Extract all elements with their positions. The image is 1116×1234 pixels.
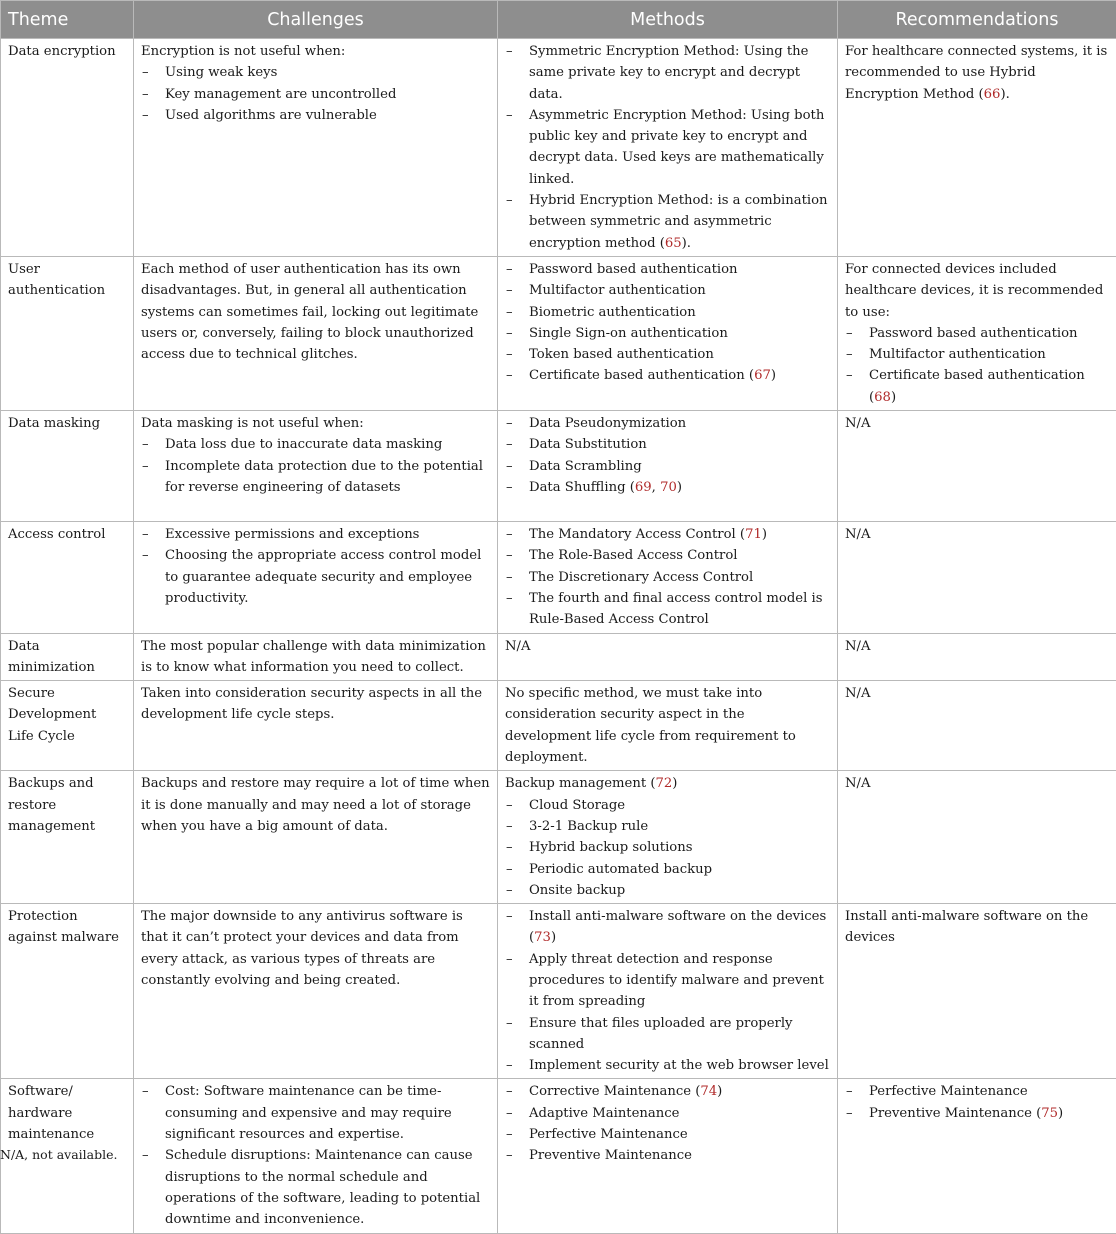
theme-cell: User authentication (1, 256, 134, 410)
table-row (1, 681, 1116, 771)
theme-cell: Data masking (1, 411, 134, 522)
bullet-list (505, 906, 830, 1076)
list-item: – Token based authentication (505, 344, 830, 365)
list-item: – Hybrid backup solutions (505, 837, 830, 858)
cell-intro: N/A (845, 636, 1109, 657)
dash-bullet: – (506, 280, 513, 301)
list-item: – Using weak keys (141, 62, 490, 83)
challenges-cell (134, 633, 498, 681)
list-item: – Symmetric Encryption Method: Using the same private key to encrypt and decrypt data. (505, 41, 830, 105)
table-row (1, 39, 1116, 257)
dash-bullet: – (142, 84, 149, 105)
dash-bullet: – (506, 434, 513, 455)
dash-bullet: – (506, 949, 513, 970)
theme-cell: Software/ hardware maintenance (1, 1079, 134, 1233)
recommendations-cell (838, 39, 1116, 257)
cell-intro: N/A (845, 683, 1109, 704)
recommendations-cell (838, 633, 1116, 681)
dash-bullet: – (506, 545, 513, 566)
bullet-list (141, 62, 490, 126)
dash-bullet: – (506, 859, 513, 880)
dash-bullet: – (506, 344, 513, 365)
bullet-list (141, 524, 490, 609)
dash-bullet: – (506, 41, 513, 62)
dash-bullet: – (506, 567, 513, 588)
dash-bullet: – (506, 880, 513, 901)
list-item: – Hybrid Encryption Method: is a combination between symmetric and asymmetric encryption method (65). (505, 190, 830, 254)
list-item: – Choosing the appropriate access control model to guarantee adequate security and employee productivity. (141, 545, 490, 609)
list-item: – Multifactor authentication (505, 280, 830, 301)
table-body (1, 39, 1116, 1234)
dash-bullet: – (506, 413, 513, 434)
recommendations-cell (838, 411, 1116, 522)
list-item: – Password based authentication (845, 323, 1109, 344)
cell-intro: The most popular challenge with data minimization is to know what information you need to collect. (141, 636, 490, 679)
theme-cell: Protection against malware (1, 904, 134, 1079)
list-item: – Data Substitution (505, 434, 830, 455)
header-theme: Theme (1, 1, 134, 39)
cell-intro: Taken into consideration security aspects in all the development life cycle steps. (141, 683, 490, 726)
list-item: – Data Pseudonymization (505, 413, 830, 434)
list-item: – Password based authentication (505, 259, 830, 280)
list-item: – The fourth and final access control model is Rule-Based Access Control (505, 588, 830, 631)
theme-cell: Data minimization (1, 633, 134, 681)
list-item: – Preventive Maintenance (505, 1145, 830, 1166)
dash-bullet: – (506, 323, 513, 344)
citation-link[interactable]: 75 (1041, 1106, 1058, 1121)
cell-intro: The major downside to any antivirus software is that it can’t protect your devices and data from every attack, as various types of threats are constantly evolving and being created. (141, 906, 490, 991)
dash-bullet: – (846, 1081, 853, 1102)
list-item: – Certificate based authentication (68) (845, 365, 1109, 408)
theme-cell: Backups and restore management (1, 771, 134, 904)
dash-bullet: – (846, 1103, 853, 1124)
cell-intro: Data masking is not useful when: (141, 413, 490, 434)
citation-link[interactable]: 72 (655, 776, 672, 791)
dash-bullet: – (506, 190, 513, 211)
dash-bullet: – (142, 62, 149, 83)
list-item: – Implement security at the web browser level (505, 1055, 830, 1076)
methods-cell (498, 522, 838, 633)
cell-intro: For connected devices included healthcare devices, it is recommended to use: (845, 259, 1109, 323)
list-item: – Perfective Maintenance (505, 1124, 830, 1145)
dash-bullet: – (506, 1103, 513, 1124)
dash-bullet: – (142, 1081, 149, 1102)
methods-cell (498, 681, 838, 771)
list-item: – Key management are uncontrolled (141, 84, 490, 105)
list-item: – Onsite backup (505, 880, 830, 901)
bullet-list (845, 1081, 1109, 1124)
methods-cell (498, 39, 838, 257)
challenges-cell (134, 411, 498, 522)
list-item: – The Mandatory Access Control (71) (505, 524, 830, 545)
list-item: – Corrective Maintenance (74) (505, 1081, 830, 1102)
table-row (1, 522, 1116, 633)
methods-cell (498, 633, 838, 681)
dash-bullet: – (142, 105, 149, 126)
methods-cell (498, 904, 838, 1079)
challenges-cell (134, 904, 498, 1079)
list-item: – Used algorithms are vulnerable (141, 105, 490, 126)
table-row (1, 256, 1116, 410)
cell-intro: N/A (845, 524, 1109, 545)
dash-bullet: – (506, 588, 513, 609)
theme-cell: Access control (1, 522, 134, 633)
challenges-cell (134, 256, 498, 410)
dash-bullet: – (506, 1145, 513, 1166)
bullet-list (505, 259, 830, 387)
dash-bullet: – (506, 259, 513, 280)
list-item: – Cloud Storage (505, 795, 830, 816)
citation-link[interactable]: 68 (874, 390, 891, 405)
dash-bullet: – (142, 1145, 149, 1166)
dash-bullet: – (846, 344, 853, 365)
challenges-cell (134, 681, 498, 771)
list-item: – Install anti-malware software on the devices (73) (505, 906, 830, 949)
table-row (1, 771, 1116, 904)
dash-bullet: – (506, 477, 513, 498)
list-item: – Asymmetric Encryption Method: Using both public key and private key to encrypt and decrypt data. Used keys are mathematically linked. (505, 105, 830, 190)
list-item: – Schedule disruptions: Maintenance can cause disruptions to the normal schedule and operations of the software, leading to potential downtime and inconvenience. (141, 1145, 490, 1230)
list-item: – Data loss due to inaccurate data masking (141, 434, 490, 455)
theme-cell: Data encryption (1, 39, 134, 257)
challenges-cell (134, 1079, 498, 1233)
table-row (1, 411, 1116, 522)
cell-intro: Install anti-malware software on the devices (845, 906, 1109, 949)
recommendations-cell (838, 904, 1116, 1079)
list-item: – Data Shuffling (69, 70) (505, 477, 830, 498)
bullet-list (505, 795, 830, 901)
challenges-cell (134, 522, 498, 633)
list-item: – 3-2-1 Backup rule (505, 816, 830, 837)
dash-bullet: – (506, 1081, 513, 1102)
cell-intro: For healthcare connected systems, it is recommended to use Hybrid Encryption Method (66). (845, 41, 1109, 105)
methods-cell (498, 1079, 838, 1233)
list-item: – Adaptive Maintenance (505, 1103, 830, 1124)
cell-intro: N/A (845, 413, 1109, 434)
citation-link[interactable]: 74 (700, 1084, 717, 1099)
bullet-list (505, 41, 830, 254)
dash-bullet: – (506, 302, 513, 323)
table-row (1, 904, 1116, 1079)
cell-intro: Encryption is not useful when: (141, 41, 490, 62)
bullet-list (505, 1081, 830, 1166)
dash-bullet: – (142, 545, 149, 566)
list-item: – Data Scrambling (505, 456, 830, 477)
citation-link[interactable]: 71 (745, 527, 762, 542)
recommendations-cell (838, 1079, 1116, 1233)
dash-bullet: – (506, 456, 513, 477)
cell-intro: Backups and restore may require a lot of time when it is done manually and may need a lot of storage when you have a big amount of data. (141, 773, 490, 837)
header-row (1, 1, 1116, 39)
list-item: – Excessive permissions and exceptions (141, 524, 490, 545)
bullet-list (505, 413, 830, 498)
cell-intro: Each method of user authentication has its own disadvantages. But, in general all authentication systems can sometimes fail, locking out legitimate users or, conversely, failing to block unauthorized access due to technical glitches. (141, 259, 490, 365)
dash-bullet: – (506, 1124, 513, 1145)
challenges-cell (134, 39, 498, 257)
dash-bullet: – (846, 365, 853, 386)
list-item: – Perfective Maintenance (845, 1081, 1109, 1102)
header-recommendations: Recommendations (838, 1, 1116, 39)
dash-bullet: – (142, 456, 149, 477)
list-item: – The Discretionary Access Control (505, 567, 830, 588)
header-methods: Methods (498, 1, 838, 39)
bullet-list (845, 323, 1109, 408)
methods-cell (498, 411, 838, 522)
bullet-list (141, 1081, 490, 1230)
recommendations-cell (838, 256, 1116, 410)
citation-link[interactable]: 66 (984, 87, 1001, 102)
dash-bullet: – (506, 365, 513, 386)
dash-bullet: – (506, 816, 513, 837)
dash-bullet: – (142, 434, 149, 455)
methods-cell (498, 256, 838, 410)
citation-link[interactable]: 73 (534, 930, 551, 945)
citation-link[interactable]: 70 (660, 480, 677, 495)
dash-bullet: – (506, 524, 513, 545)
methods-cell (498, 771, 838, 904)
list-item: – Ensure that files uploaded are properly scanned (505, 1013, 830, 1056)
header-challenges: Challenges (134, 1, 498, 39)
table-row (1, 1079, 1116, 1233)
citation-link[interactable]: 69 (635, 480, 652, 495)
list-item: – Single Sign-on authentication (505, 323, 830, 344)
dash-bullet: – (506, 105, 513, 126)
dash-bullet: – (142, 524, 149, 545)
recommendations-cell (838, 771, 1116, 904)
cell-intro: Backup management (72) (505, 773, 830, 794)
footnote: N/A, not available. (0, 1147, 117, 1162)
challenges-cell (134, 771, 498, 904)
dash-bullet: – (506, 837, 513, 858)
dash-bullet: – (506, 906, 513, 927)
dash-bullet: – (846, 323, 853, 344)
citation-link[interactable]: 67 (754, 368, 771, 383)
list-item: – Periodic automated backup (505, 859, 830, 880)
list-item: – The Role-Based Access Control (505, 545, 830, 566)
list-item: – Certificate based authentication (67) (505, 365, 830, 386)
dash-bullet: – (506, 1055, 513, 1076)
list-item: – Incomplete data protection due to the potential for reverse engineering of datasets (141, 456, 490, 499)
table-row (1, 633, 1116, 681)
theme-cell: Secure Development Life Cycle (1, 681, 134, 771)
dash-bullet: – (506, 795, 513, 816)
recommendations-cell (838, 681, 1116, 771)
list-item: – Biometric authentication (505, 302, 830, 323)
recommendations-cell (838, 522, 1116, 633)
dash-bullet: – (506, 1013, 513, 1034)
citation-link[interactable]: 65 (665, 236, 682, 251)
cell-intro: No specific method, we must take into consideration security aspect in the development life cycle from requirement to deployment. (505, 683, 830, 768)
list-item: – Preventive Maintenance (75) (845, 1103, 1109, 1124)
bullet-list (505, 524, 830, 630)
cell-intro: N/A (845, 773, 1109, 794)
cell-intro: N/A (505, 636, 830, 657)
list-item: – Cost: Software maintenance can be time-consuming and expensive and may require significant resources and expertise. (141, 1081, 490, 1145)
list-item: – Apply threat detection and response procedures to identify malware and prevent it from spreading (505, 949, 830, 1013)
bullet-list (141, 434, 490, 498)
list-item: – Multifactor authentication (845, 344, 1109, 365)
